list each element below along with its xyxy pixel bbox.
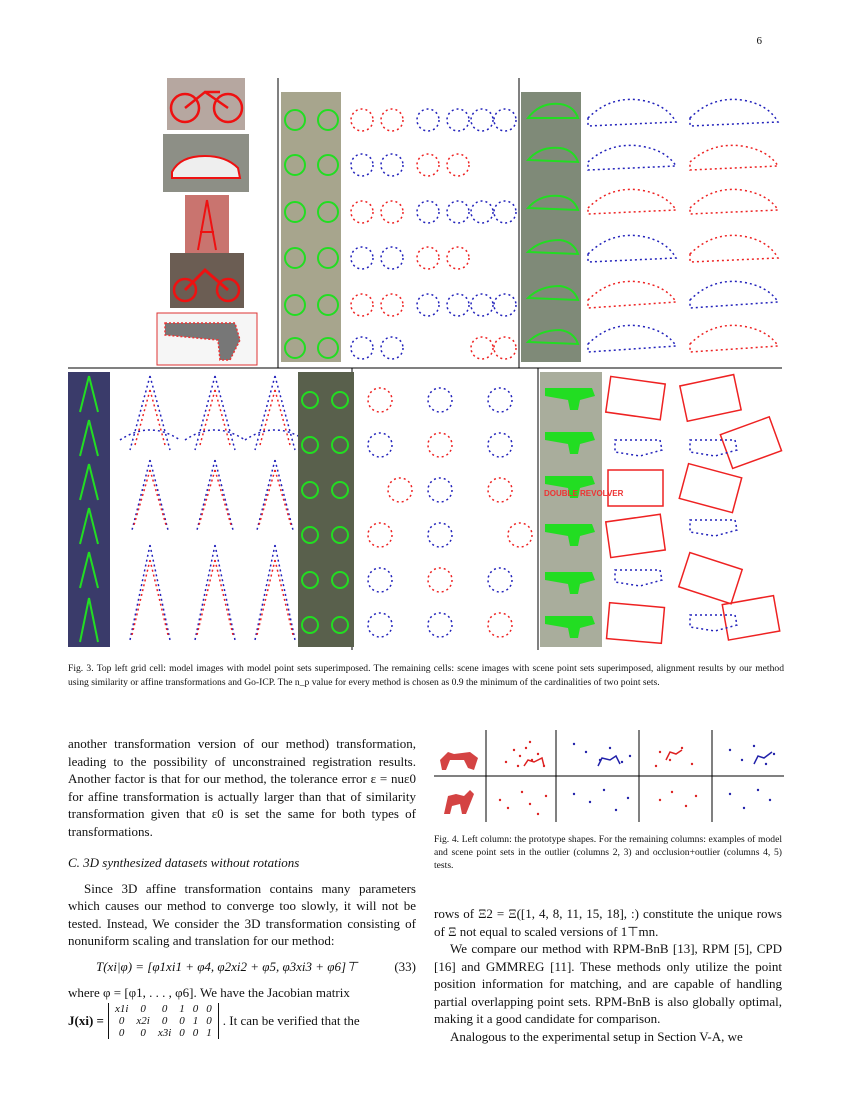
matrix-cell: 0 <box>161 1015 168 1027</box>
figure-4-caption <box>434 833 782 872</box>
matrix-cell: 0 <box>206 1015 212 1027</box>
matrix-cell: x3i <box>157 1027 172 1039</box>
motorbike-cell <box>298 372 532 647</box>
eiffel-cell <box>68 372 305 647</box>
overlay-text: DOUBLE REVOLVER <box>544 489 624 498</box>
left-paragraph-2: Since 3D affine transformation contains many parameters which causes our method to converge too slowly, it will not be tested. Instead, We consider the 3D transformation consisting of nonuniform scaling and translation for our method: <box>68 880 416 948</box>
left-column <box>68 735 416 1039</box>
matrix-cell: 1 <box>179 1003 185 1015</box>
bicycle-cell <box>281 92 516 362</box>
matrix-cell: 0 <box>192 1027 199 1039</box>
figure-3-label: Fig. 3. <box>68 663 94 674</box>
figure-3-caption <box>68 662 784 690</box>
jacobian-matrix <box>108 1003 219 1039</box>
model-images-cell <box>157 78 257 365</box>
figure-4-label: Fig. 4. <box>434 834 460 845</box>
matrix-cell: x1i <box>114 1003 129 1015</box>
right-column <box>434 905 782 1045</box>
matrix-cell: 0 <box>192 1003 199 1015</box>
figure-4 <box>434 730 784 822</box>
left-paragraph-1: another transformation version of our method) transformation, leading to the possibility of unconstrained registration results. Another factor is that for our method, the tolerance error ε = nuε0 for affine transformation is actually larger than that of similarity transformation given that ε0 is set the same for both types of transformations. <box>68 736 416 839</box>
matrix-cell: 0 <box>140 1027 146 1039</box>
left-paragraph-3: where φ = [φ1, . . . , φ6]. We have the Jacobian matrix <box>68 984 350 1000</box>
model-revolver-image <box>157 313 257 365</box>
equation-number: (33) <box>394 958 416 974</box>
jacobian-tail-text: . It can be verified that the <box>222 1013 360 1029</box>
matrix-cell: 0 <box>118 1015 125 1027</box>
subsection-heading: C. 3D synthesized datasets without rotations <box>68 855 300 870</box>
jacobian-matrix-line <box>68 1003 416 1039</box>
right-paragraph-3: Analogous to the experimental setup in Section V-A, we <box>450 1028 743 1044</box>
matrix-cell: 0 <box>179 1015 185 1027</box>
matrix-cell: 0 <box>118 1027 125 1039</box>
figure-3-caption-text: Top left grid cell: model images with model point sets superimposed. The remaining cells: scene images with scene point sets superimposed, alignment results by our method using similarity or affine transformations and Go-ICP. The n_p value for every method is chosen as 0.9 the minimum of the cardinalities of two point sets. <box>68 663 784 688</box>
matrix-cell: 0 <box>161 1003 168 1015</box>
matrix-cell: x2i <box>136 1015 150 1027</box>
revolver-cell <box>540 372 782 647</box>
matrix-cell: 1 <box>206 1027 212 1039</box>
page-number: 6 <box>756 35 762 47</box>
jacobian-lhs: J(xi) = <box>68 1013 104 1029</box>
matrix-cell: 0 <box>206 1003 212 1015</box>
matrix-cell: 0 <box>140 1003 146 1015</box>
equation-body: T(xi|φ) = [φ1xi1 + φ4, φ2xi2 + φ5, φ3xi3 + φ6]⊤ <box>96 958 358 974</box>
figure-4-caption-text: Left column: the prototype shapes. For the remaining columns: examples of model and scene point sets in the outlier (columns 2, 3) and occlusion+outlier (columns 4, 5) tests. <box>434 834 783 871</box>
matrix-cell: 0 <box>179 1027 185 1039</box>
matrix-cell: 1 <box>192 1015 199 1027</box>
prototype-shapes <box>440 752 478 814</box>
car-cell <box>521 92 778 362</box>
equation-33 <box>68 954 416 980</box>
right-paragraph-2: We compare our method with RPM-BnB [13], RPM [5], CPD [16] and GMMREG [11]. These methods only utilize the point position information for matching, and are capable of handling partial overlapping point sets. RPM-BnB is also globally optimal, making it a good candidate for comparison. <box>434 941 782 1026</box>
right-paragraph-1: rows of Ξ2 = Ξ([1, 4, 8, 11, 15, 18], :) constitute the unique rows of Ξ not equal to scaled versions of 1⊤mn. <box>434 906 782 939</box>
